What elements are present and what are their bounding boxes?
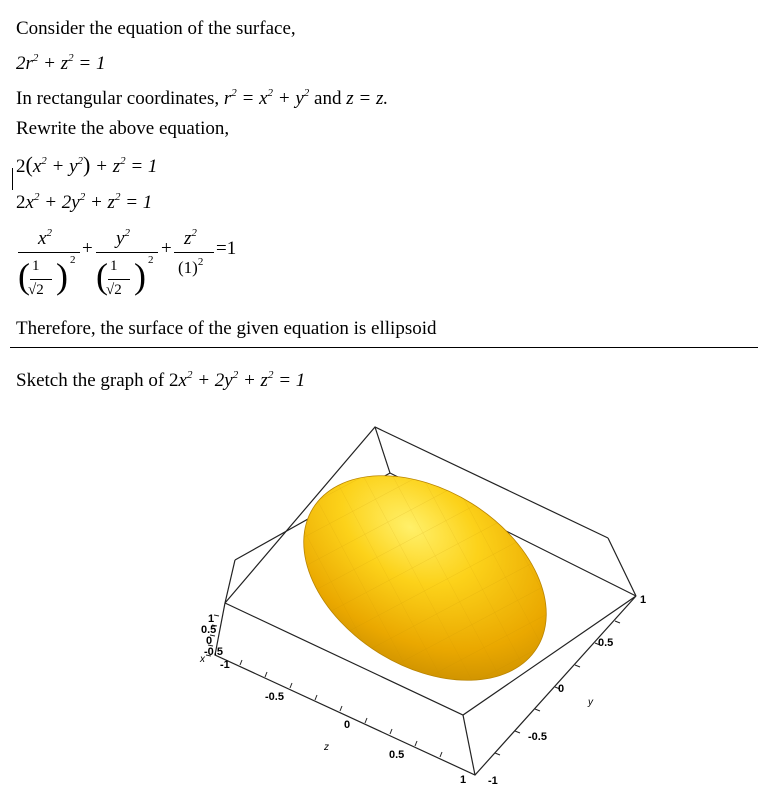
x-tick-1: 1 bbox=[208, 613, 215, 625]
x-tick--1: -1 bbox=[220, 659, 230, 671]
z-axis-ticks bbox=[240, 660, 442, 757]
x-tick-0: 0 bbox=[206, 635, 213, 647]
equation-rewritten: $2(x^2 + y^2) + z^2 = 1$ bbox=[16, 152, 158, 177]
x-tick--0.5: -0.5 bbox=[204, 646, 223, 658]
conclusion-text: Therefore, the surface of the given equation is ellipsoid bbox=[16, 318, 437, 339]
x-tick-0.5: 0.5 bbox=[201, 624, 217, 636]
y-tick-0: 0 bbox=[558, 683, 565, 695]
z-tick-0: 0 bbox=[344, 719, 351, 731]
sketch-caption: Sketch the graph of $2x^2 + 2y^2 + z^2 = 1$ bbox=[16, 369, 306, 391]
equation-cylindrical: $2r^2 + z^2 = 1$ bbox=[16, 52, 106, 74]
rewrite-text: Rewrite the above equation, bbox=[16, 118, 230, 139]
intro-text: Consider the equation of the surface, bbox=[16, 18, 296, 39]
y-tick--1: -1 bbox=[488, 775, 498, 787]
text-cursor bbox=[12, 168, 13, 190]
rectangular-coordinates-text: In rectangular coordinates, $r^2 = x^2 + y^2$ and z = z. bbox=[16, 87, 389, 109]
z-axis-name: z bbox=[324, 742, 329, 753]
z-tick--0.5: -0.5 bbox=[265, 691, 284, 703]
ellipsoid-plot bbox=[0, 400, 758, 800]
y-axis-name: y bbox=[588, 697, 593, 708]
y-tick-1: 1 bbox=[640, 594, 647, 606]
y-tick--0.5: -0.5 bbox=[528, 731, 547, 743]
z-tick-1: 1 bbox=[460, 774, 467, 786]
x-axis-name: x bbox=[200, 654, 205, 665]
y-tick-0.5: 0.5 bbox=[598, 637, 614, 649]
equation-expanded: $2x^2 + 2y^2 + z^2 = 1$ bbox=[16, 191, 153, 213]
divider bbox=[10, 347, 758, 348]
z-tick-0.5: 0.5 bbox=[389, 749, 405, 761]
ellipsoid-surface bbox=[266, 433, 583, 722]
